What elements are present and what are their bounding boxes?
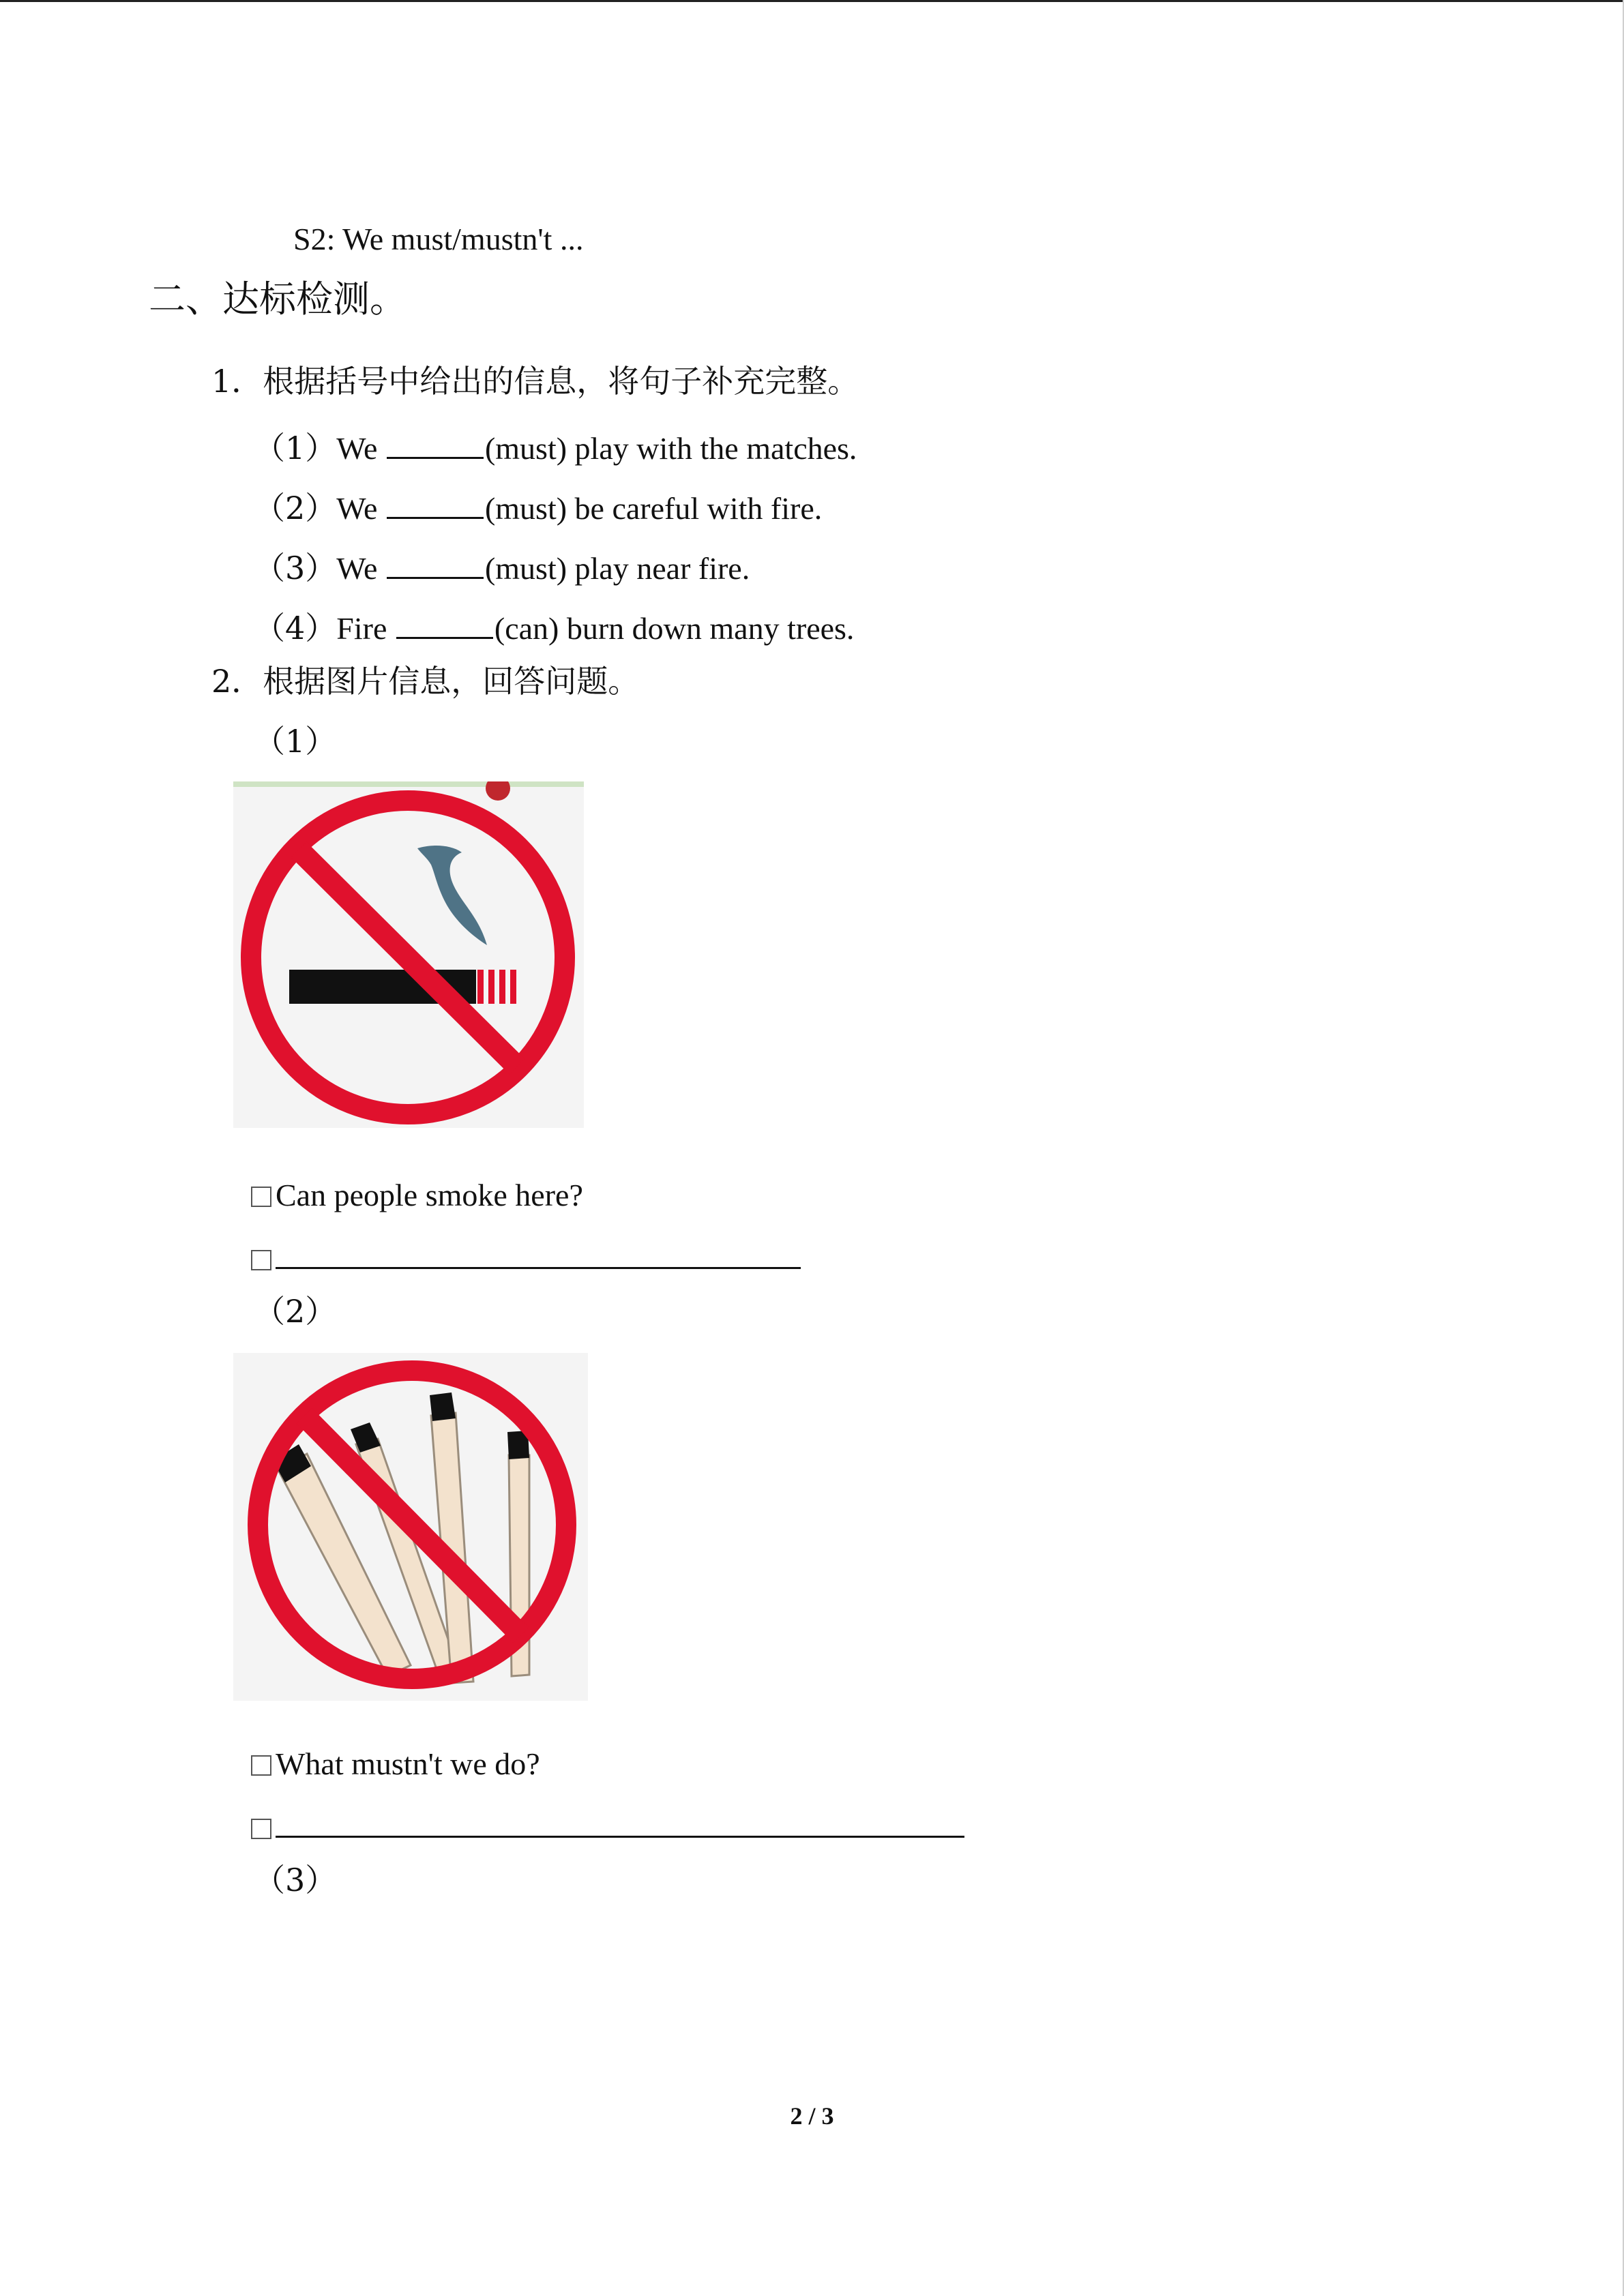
q2-heading — [211, 663, 640, 700]
checkbox-icon[interactable] — [251, 1755, 271, 1776]
q2-part-1-question-row — [251, 1180, 583, 1211]
q1-item-4 — [254, 607, 854, 644]
q1-item-4-label: （4） — [254, 610, 337, 646]
q1-item-4-after: (can) burn down many trees. — [494, 611, 855, 646]
q1-item-1-blank[interactable] — [387, 427, 484, 459]
q1-item-2-before: We — [336, 491, 378, 526]
q1-item-4-before: Fire — [336, 611, 387, 646]
q2-part-2-question: What mustn't we do? — [276, 1746, 540, 1781]
section-title: 二、达标检测。 — [149, 278, 407, 320]
q1-item-1-after: (must) play with the matches. — [484, 431, 857, 466]
q1-item-3-after: (must) play near fire. — [484, 551, 750, 586]
page-top-edge — [0, 0, 1624, 2]
q2-part-2-label: （2） — [254, 1293, 337, 1330]
q2-part-1-question: Can people smoke here? — [276, 1178, 583, 1212]
q2-part-1-label: （1） — [254, 723, 337, 760]
q2-part-2-answer-row — [251, 1808, 964, 1843]
q2-part-2-question-row — [251, 1748, 540, 1780]
q2-number: 2． — [211, 663, 263, 700]
q1-number: 1． — [211, 363, 263, 400]
checkbox-icon[interactable] — [251, 1819, 271, 1839]
checkbox-icon[interactable] — [251, 1250, 271, 1270]
q2-part-3-label: （3） — [254, 1862, 337, 1898]
q1-item-3-label: （3） — [254, 550, 337, 586]
q2-part-2-answer-line[interactable] — [276, 1808, 964, 1838]
q1-heading — [211, 363, 859, 400]
no-matches-sign-icon — [233, 1353, 588, 1701]
q1-item-2-after: (must) be careful with fire. — [484, 491, 823, 526]
q2-part-1-answer-row — [251, 1240, 801, 1274]
q1-item-4-blank[interactable] — [396, 607, 493, 639]
no-smoking-sign-icon — [233, 781, 584, 1128]
q1-item-2 — [254, 487, 822, 524]
q1-item-2-blank[interactable] — [387, 487, 484, 519]
dialogue-line: S2: We must/mustn't ... — [293, 222, 584, 256]
q1-item-3-before: We — [336, 551, 378, 586]
q1-item-3-blank[interactable] — [387, 547, 484, 579]
q1-item-2-label: （2） — [254, 490, 337, 526]
q2-part-1-answer-line[interactable] — [276, 1240, 801, 1269]
checkbox-icon[interactable] — [251, 1187, 271, 1207]
page-number: 2 / 3 — [790, 2102, 834, 2130]
q1-item-3 — [254, 547, 750, 584]
q1-instruction: 根据括号中给出的信息，将句子补充完整。 — [263, 363, 859, 400]
q1-item-1-label: （1） — [254, 430, 337, 466]
q2-instruction: 根据图片信息，回答问题。 — [263, 663, 640, 700]
q1-item-1 — [254, 427, 857, 464]
q1-item-1-before: We — [336, 431, 378, 466]
